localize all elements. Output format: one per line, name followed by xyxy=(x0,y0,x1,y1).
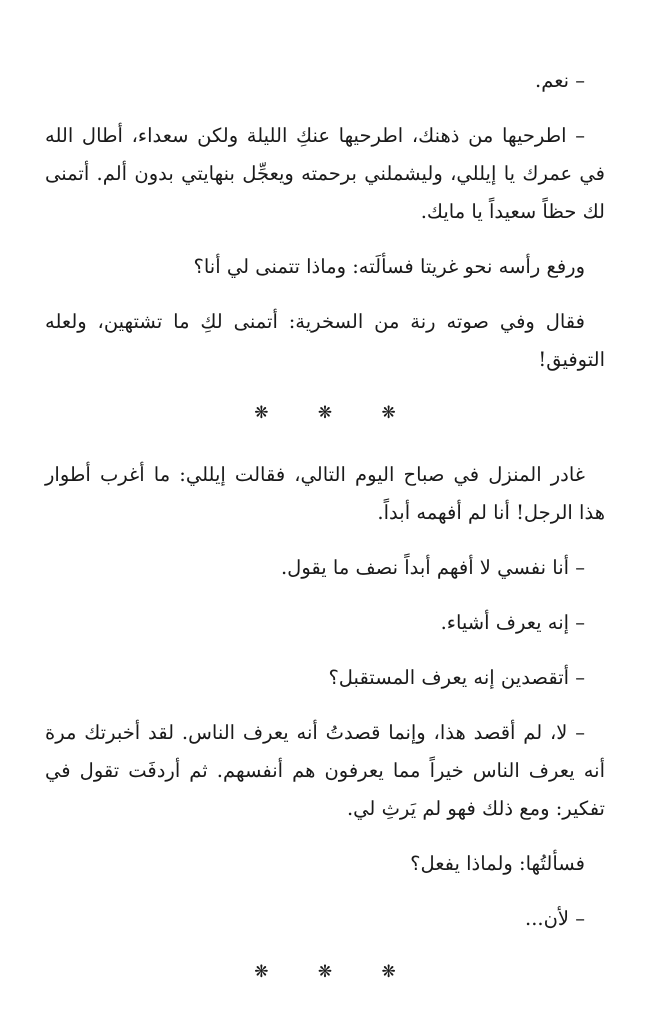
narration-paragraph: غادر المنزل في صباح اليوم التالي، فقالت إيللي: ما أغرب أطوار هذا الرجل! أنا لم أفهمه أبداً. xyxy=(45,463,605,524)
section-separator: ❋ ❋ ❋ xyxy=(254,403,418,423)
dialogue-line: – اطرحيها من ذهنك، اطرحيها عنكِ الليلة ولكن سعداء، أطال الله في عمرك يا إيللي، وليشملني برحمته ويعجِّل بنهايتي بدون ألم. أتمنى لك حظاً سعيداً يا مايك. xyxy=(45,124,605,223)
dialogue-line: – أتقصدين إنه يعرف المستقبل؟ xyxy=(328,666,585,689)
narration-paragraph: ورفع رأسه نحو غريتا فسألَته: وماذا تتمنى لي أنا؟ xyxy=(193,255,585,278)
dialogue-line: – أنا نفسي لا أفهم أبداً نصف ما يقول. xyxy=(280,556,585,579)
dialogue-line: – لا، لم أقصد هذا، وإنما قصدتُ أنه يعرف الناس. لقد أخبرتك مرة أنه يعرف الناس خيراً مما يعرفون هم أنفسهم. ثم أردفَت تقول في تفكير: ومع ذلك فهو لم يَرثِ لي. xyxy=(45,721,605,820)
dialogue-line: – إنه يعرف أشياء. xyxy=(440,611,585,634)
narration-paragraph: فقال وفي صوته رنة من السخرية: أتمنى لكِ ما تشتهين، ولعله التوفيق! xyxy=(45,310,605,371)
dialogue-line: – لأن... xyxy=(525,907,585,930)
dialogue-line: – نعم. xyxy=(535,69,585,92)
section-separator: ❋ ❋ ❋ xyxy=(254,962,418,982)
narration-paragraph: فسألتُها: ولماذا يفعل؟ xyxy=(410,852,585,875)
book-page xyxy=(45,62,605,1015)
